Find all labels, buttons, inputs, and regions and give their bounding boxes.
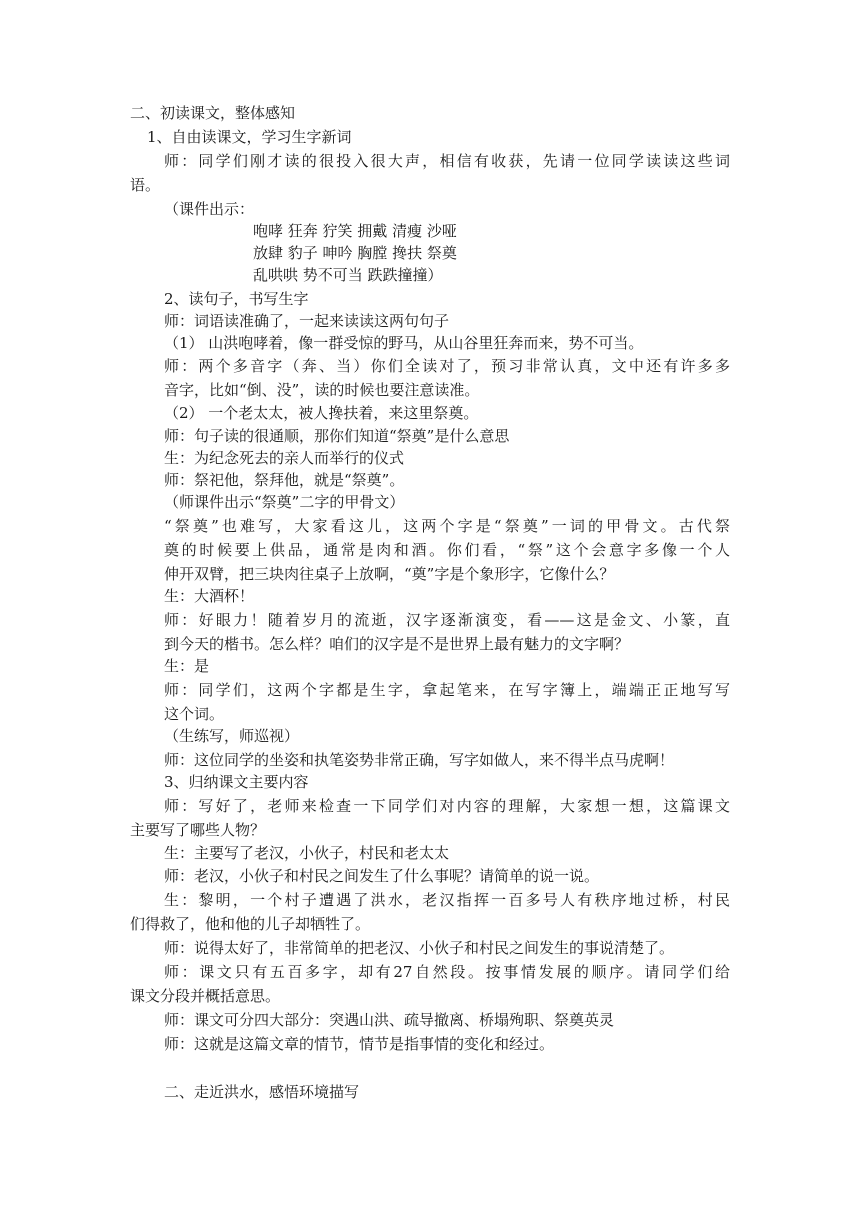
text-line: 生：为纪念死去的亲人而举行的仪式 [164,449,405,467]
text-line: 师：好眼力！随着岁月的流逝，汉字逐渐演变，看——这是金文、小篆，直 [164,611,730,629]
text-line: 2、读句子，书写生字 [164,290,309,308]
text-line: 师：这位同学的坐姿和执笔姿势非常正确，写字如做人，来不得半点马虎啊！ [164,751,675,769]
text-line: 师：两个多音字（奔、当）你们全读对了，预习非常认真，文中还有许多多 [164,357,730,375]
text-line: “祭奠”也难写，大家看这儿，这两个字是“祭奠”一词的甲骨文。古代祭 [164,517,730,535]
text-line: （1） 山洪咆哮着，像一群受惊的野马，从山谷里狂奔而来，势不可当。 [164,334,644,352]
text-line: 3、归纳课文主要内容 [164,773,309,791]
text-line: 师：句子读的很通顺，那你们知道“祭奠”是什么意思 [164,427,510,445]
text-line: （2） 一个老太太，被人搀扶着，来这里祭奠。 [164,404,479,422]
text-line: 生：是 [164,657,210,675]
text-line: 奠的时候要上供品，通常是肉和酒。你们看，“祭”这个会意字多像一个人 [164,541,730,559]
text-line: 师：说得太好了，非常简单的把老汉、小伙子和村民之间发生的事说清楚了。 [164,939,675,957]
text-line: （师课件出示“祭奠”二字的甲骨文） [164,493,405,511]
text-line: （课件出示： [164,200,255,218]
text-line: 乱哄哄 势不可当 跌跌撞撞） [253,266,443,284]
text-line: 生：黎明，一个村子遭遇了洪水，老汉指挥一百多号人有秩序地过桥，村民 [164,891,730,909]
text-line: 师：同学们刚才读的很投入很大声，相信有收获，先请一位同学读读这些词 [164,152,730,170]
text-line: 咆哮 狂奔 狞笑 拥戴 清瘦 沙哑 [253,222,457,240]
text-line: 生：主要写了老汉，小伙子，村民和老太太 [164,844,450,862]
text-line: 主要写了哪些人物？ [130,821,266,839]
text-line: 这个词。 [164,705,225,723]
text-line: 师：同学们，这两个字都是生字，拿起笔来，在写字簿上，端端正正地写写 [164,681,730,699]
text-line: 生：大酒杯！ [164,587,255,605]
text-line: 师：课文只有五百多字，却有27自然段。按事情发展的顺序。请同学们给 [164,963,730,981]
text-line: 到今天的楷书。怎么样？咱们的汉字是不是世界上最有魅力的文字啊？ [164,635,630,653]
text-line: 二、走近洪水，感悟环境描写 [164,1083,360,1101]
text-line: 师：词语读准确了，一起来读读这两句句子 [164,312,450,330]
text-line: 二、初读课文，整体感知 [130,104,296,122]
text-line: 课文分段并概括意思。 [130,987,281,1005]
text-line: 师：老汉，小伙子和村民之间发生了什么事呢？请简单的说一说。 [164,867,600,885]
text-line: 放肆 豹子 呻吟 胸膛 搀扶 祭奠 [253,244,457,262]
text-line: 们得救了，他和他的儿子却牺牲了。 [130,915,371,933]
text-line: 1、自由读课文，学习生字新词 [147,128,352,146]
text-line: 师：祭祀他，祭拜他，就是“祭奠”。 [164,471,405,489]
text-line: （生练写，师巡视） [164,727,300,745]
text-line: 师：写好了，老师来检查一下同学们对内容的理解，大家想一想，这篇课文 [164,797,730,815]
text-line: 音字，比如“倒、没”，读的时候也要注意读准。 [164,381,480,399]
text-line: 师：这就是这篇文章的情节，情节是指事情的变化和经过。 [164,1035,555,1053]
text-line: 语。 [130,176,161,194]
text-line: 伸开双臂，把三块肉往桌子上放啊，“奠”字是个象形字，它像什么？ [164,565,615,583]
text-line: 师：课文可分四大部分：突遇山洪、疏导撤离、桥塌殉职、祭奠英灵 [164,1011,615,1029]
